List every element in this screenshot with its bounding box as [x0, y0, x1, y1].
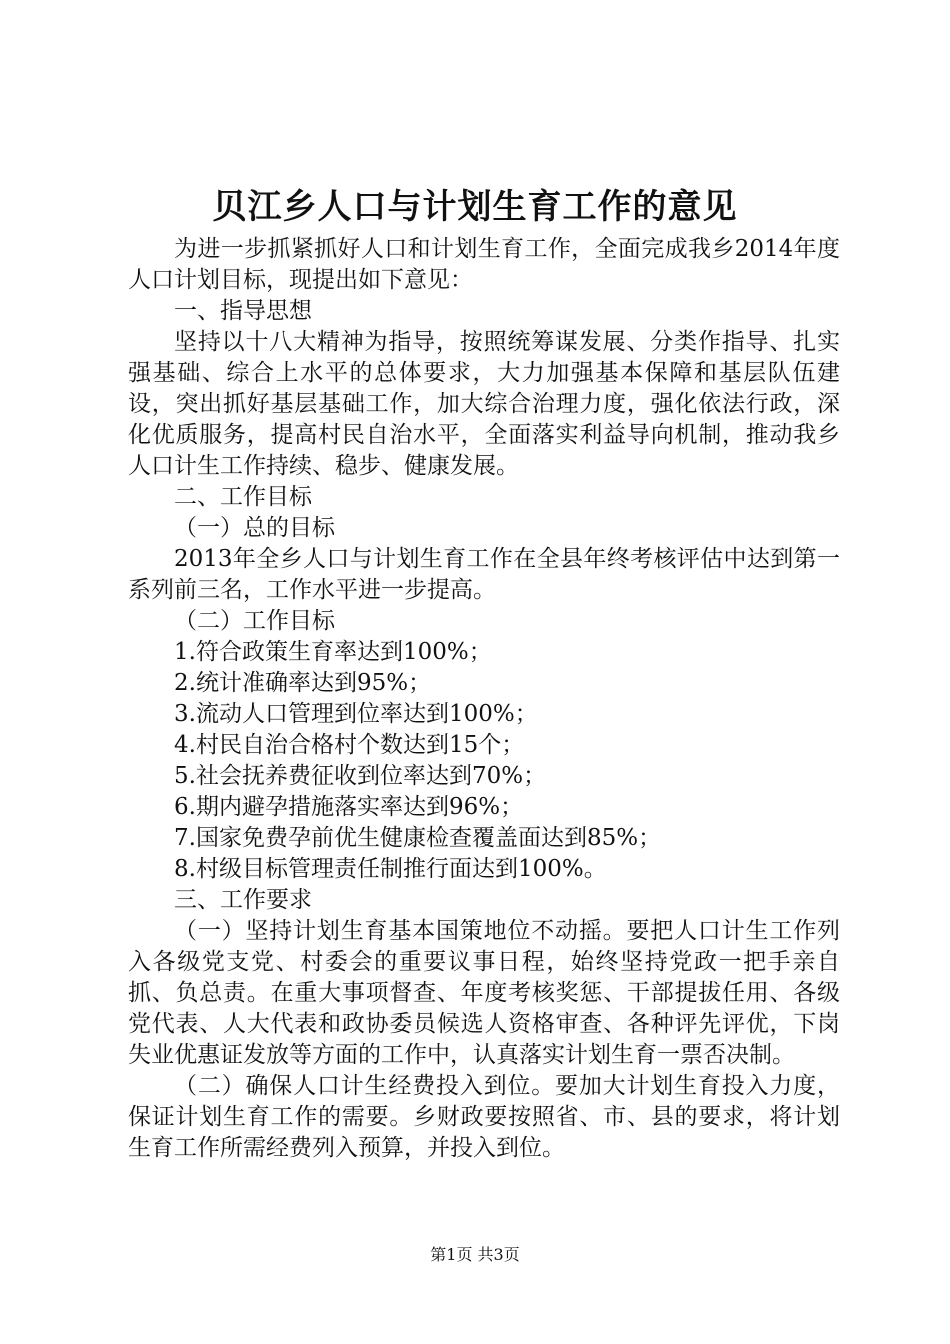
- target-item: 5.社会抚养费征收到位率达到70%；: [174, 763, 547, 789]
- section-heading-guiding-ideology: 一、指导思想: [174, 298, 312, 324]
- subheading-work-targets: （二）工作目标: [174, 608, 335, 634]
- intro-paragraph: 为进一步抓紧抓好人口和计划生育工作，全面完成我乡2014年度人口计划目标，现提出如下意见：: [128, 236, 840, 293]
- section-heading-work-requirements: 三、工作要求: [174, 887, 312, 913]
- guiding-ideology-paragraph: 坚持以十八大精神为指导，按照统筹谋发展、分类作指导、扎实强基础、综合上水平的总体要求，大力加强基本保障和基层队伍建设，突出抓好基层基础工作，加大综合治理力度，强化依法行政，深化优质服务，提高村民自治水平，全面落实利益导向机制，推动我乡人口计生工作持续、稳步、健康发展。: [128, 329, 840, 479]
- target-item: 6.期内避孕措施落实率达到96%；: [174, 794, 524, 820]
- overall-goal-paragraph: 2013年全乡人口与计划生育工作在全县年终考核评估中达到第一系列前三名，工作水平进一步提高。: [128, 546, 840, 603]
- requirement-paragraph-2: （二）确保人口计生经费投入到位。要加大计划生育投入力度，保证计划生育工作的需要。乡财政要按照省、市、县的要求，将计划生育工作所需经费列入预算，并投入到位。: [128, 1073, 840, 1161]
- target-item: 4.村民自治合格村个数达到15个；: [174, 732, 525, 758]
- target-item: 1.符合政策生育率达到100%；: [174, 639, 492, 665]
- document-title: 贝江乡人口与计划生育工作的意见: [212, 187, 738, 227]
- document-body: [128, 234, 840, 1164]
- section-heading-work-goals: 二、工作目标: [174, 484, 312, 510]
- page-footer: 第1页 共3页: [430, 1245, 520, 1264]
- subheading-overall-goal: （一）总的目标: [174, 515, 335, 541]
- target-item: 7.国家免费孕前优生健康检查覆盖面达到85%；: [174, 825, 662, 851]
- target-item: 2.统计准确率达到95%；: [174, 670, 432, 696]
- target-item: 3.流动人口管理到位率达到100%；: [174, 701, 538, 727]
- target-item: 8.村级目标管理责任制推行面达到100%。: [174, 856, 607, 882]
- requirement-paragraph-1: （一）坚持计划生育基本国策地位不动摇。要把人口计生工作列入各级党支党、村委会的重要议事日程，始终坚持党政一把手亲自抓、负总责。在重大事项督查、年度考核奖惩、干部提拔任用、各级党代表、人大代表和政协委员候选人资格审查、各种评先评优，下岗失业优惠证发放等方面的工作中，认真落实计划生育一票否决制。: [128, 918, 840, 1068]
